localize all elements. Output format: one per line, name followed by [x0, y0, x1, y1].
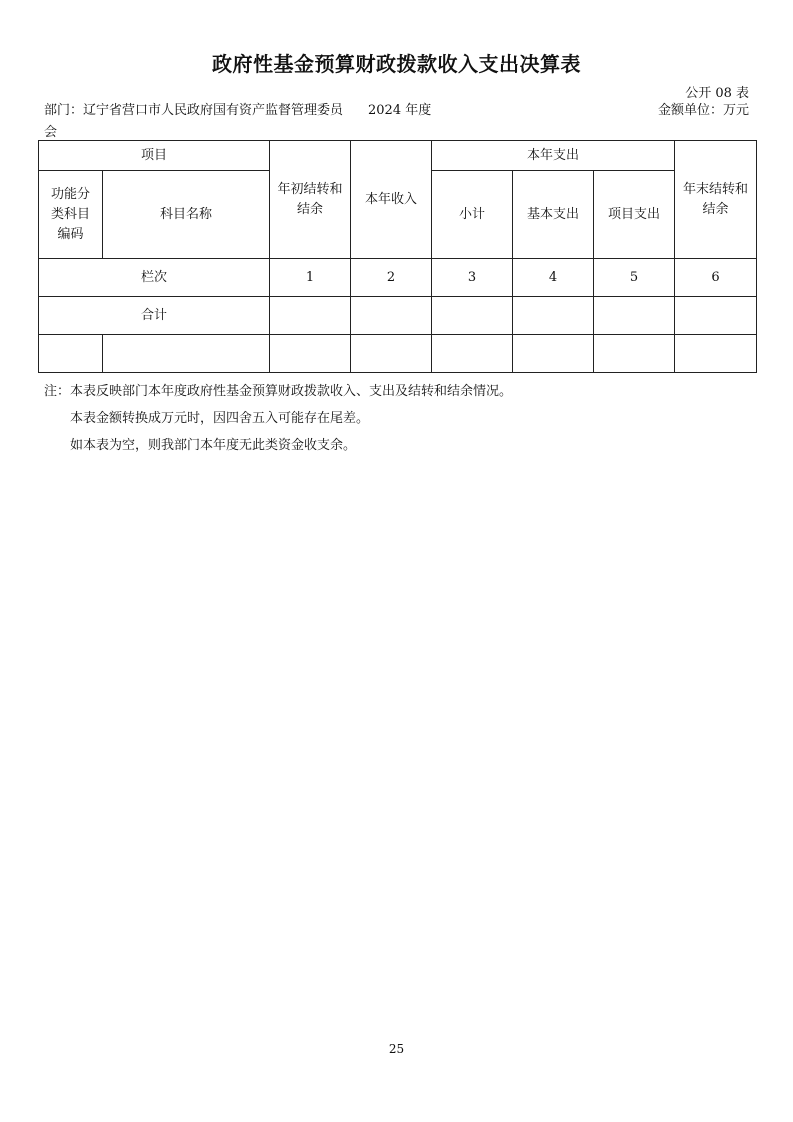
final-accounts-table — [38, 140, 757, 373]
department-label: 部门：辽宁省营口市人民政府国有资产监督管理委员会 — [44, 103, 344, 140]
header-income: 本年收入 — [351, 141, 432, 259]
header-item: 项目 — [39, 141, 270, 171]
row-cell — [270, 335, 351, 373]
column-number: 5 — [594, 259, 675, 297]
row-code — [39, 335, 103, 373]
total-label: 合计 — [39, 297, 270, 335]
total-cell — [513, 297, 594, 335]
column-number: 1 — [270, 259, 351, 297]
total-cell — [675, 297, 757, 335]
row-cell — [432, 335, 513, 373]
amount-unit: 金额单位：万元 — [657, 103, 749, 118]
row-name — [103, 335, 270, 373]
header-expense-group: 本年支出 — [432, 141, 675, 171]
column-number: 2 — [351, 259, 432, 297]
note-line: 注：本表反映部门本年度政府性基金预算财政拨款收入、支出及结转和结余情况。 — [44, 384, 513, 399]
note-line: 如本表为空，则我部门本年度无此类资金收支余。 — [70, 438, 357, 453]
total-cell — [594, 297, 675, 335]
row-cell — [594, 335, 675, 373]
table-number: 公开 08 表 — [685, 86, 749, 101]
page-number: 25 — [388, 1042, 405, 1056]
note-line: 本表金额转换成万元时，因四舍五入可能存在尾差。 — [70, 411, 370, 426]
column-number-label: 栏次 — [39, 259, 270, 297]
header-func-code: 功能分类科目编码 — [39, 171, 103, 259]
total-cell — [351, 297, 432, 335]
row-cell — [675, 335, 757, 373]
table-row — [39, 335, 757, 373]
column-number: 6 — [675, 259, 757, 297]
page-title: 政府性基金预算财政拨款收入支出决算表 — [212, 52, 581, 76]
column-number: 3 — [432, 259, 513, 297]
header-basic-expense: 基本支出 — [513, 171, 594, 259]
total-row — [39, 297, 757, 335]
notes-section — [44, 378, 512, 459]
total-cell — [432, 297, 513, 335]
row-cell — [513, 335, 594, 373]
column-number: 4 — [513, 259, 594, 297]
total-cell — [270, 297, 351, 335]
header-closing-balance: 年末结转和结余 — [675, 141, 757, 259]
header-subtotal: 小计 — [432, 171, 513, 259]
header-subject-name: 科目名称 — [103, 171, 270, 259]
fiscal-year: 2024 年度 — [368, 103, 432, 118]
column-number-row — [39, 259, 757, 297]
header-opening-balance: 年初结转和结余 — [270, 141, 351, 259]
row-cell — [351, 335, 432, 373]
header-project-expense: 项目支出 — [594, 171, 675, 259]
